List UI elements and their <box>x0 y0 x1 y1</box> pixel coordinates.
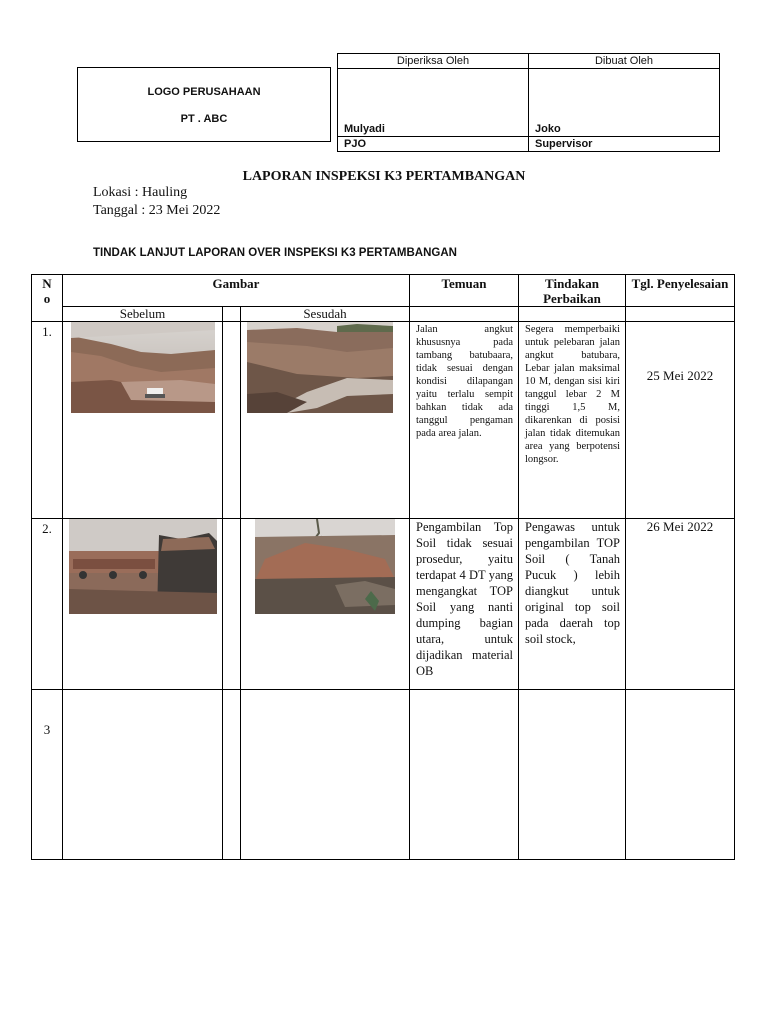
table-row <box>32 519 735 690</box>
completion-date: 25 Mei 2022 <box>626 322 735 519</box>
photo-before-hauling-road <box>71 322 215 413</box>
logo-placeholder-text: LOGO PERUSAHAAN <box>147 86 261 98</box>
checked-by-position: PJO <box>338 137 529 152</box>
photo-after-cell <box>241 690 410 860</box>
photo-before-cell <box>63 690 223 860</box>
photo-after-cell <box>241 519 410 690</box>
header-gambar: Gambar <box>63 275 410 307</box>
inspection-table <box>31 274 735 860</box>
header-no <box>32 275 63 322</box>
report-date: Tanggal : 23 Mei 2022 <box>93 203 221 218</box>
header-sesudah: Sesudah <box>241 307 410 322</box>
photo-after-hauling-road <box>247 322 393 413</box>
table-row <box>32 690 735 860</box>
action-text: Segera memperbaiki untuk pelebaran jalan angkut batubara, Lebar jalan maksimal 10 M, dengan sisi kiri tanggul lebar 2 M tinggi 1,5 M, dikarenkan di posisi jalan tidak ditemukan area yang berpotensi longsor. <box>519 322 626 519</box>
photo-spacer-cell <box>223 690 241 860</box>
header-no-text: N o <box>42 276 52 306</box>
table-row <box>32 322 735 519</box>
made-by-position: Supervisor <box>529 137 720 152</box>
header-sebelum: Sebelum <box>63 307 223 322</box>
company-name: PT . ABC <box>180 113 228 125</box>
finding-text: Jalan angkut khususnya pada tambang batubaara, tidak sesuai dengan kondisi dilapangan yaitu terlalu sempit bahkan tidak ada tanggul pengaman pada area jalan. <box>410 322 519 519</box>
checked-by-label: Diperiksa Oleh <box>338 54 529 69</box>
header-tgl-sub <box>626 307 735 322</box>
company-logo-box <box>77 67 331 142</box>
row-number: 1. <box>32 322 63 519</box>
header-tindakan: Tindakan Perbaikan <box>519 275 626 307</box>
made-by-label: Dibuat Oleh <box>529 54 720 69</box>
report-title: LAPORAN INSPEKSI K3 PERTAMBANGAN <box>242 169 526 184</box>
photo-after-cell <box>241 322 410 519</box>
made-by-name: Joko <box>529 69 720 137</box>
photo-spacer-cell <box>223 322 241 519</box>
photo-after-top-soil-area <box>255 519 395 614</box>
header-temuan-sub <box>410 307 519 322</box>
finding-text: Pengambilan Top Soil tidak sesuai prosedur, yaitu terdapat 4 DT yang mengangkat TOP Soil yang nanti dumping bagian utara, untuk dijadikan material OB <box>410 519 519 690</box>
header-tindakan-sub <box>519 307 626 322</box>
header-spacer <box>223 307 241 322</box>
finding-text <box>410 690 519 860</box>
row-number: 2. <box>32 519 63 690</box>
photo-before-cell <box>63 322 223 519</box>
action-text: Pengawas untuk pengambilan TOP Soil ( Tanah Pucuk ) lebih diangkut untuk original top soil pada daerah top soil stock, <box>519 519 626 690</box>
photo-before-top-soil-trucks <box>69 519 217 614</box>
photo-spacer-cell <box>223 519 241 690</box>
report-subtitle: TINDAK LANJUT LAPORAN OVER INSPEKSI K3 PERTAMBANGAN <box>93 247 457 259</box>
checked-by-name: Mulyadi <box>338 69 529 137</box>
completion-date: 26 Mei 2022 <box>626 519 735 690</box>
action-text <box>519 690 626 860</box>
photo-before-cell <box>63 519 223 690</box>
header-tgl: Tgl. Penyelesaian <box>626 275 735 307</box>
row-number: 3 <box>32 690 63 860</box>
header-temuan: Temuan <box>410 275 519 307</box>
approval-table <box>337 53 720 152</box>
completion-date <box>626 690 735 860</box>
report-location: Lokasi : Hauling <box>93 185 188 200</box>
